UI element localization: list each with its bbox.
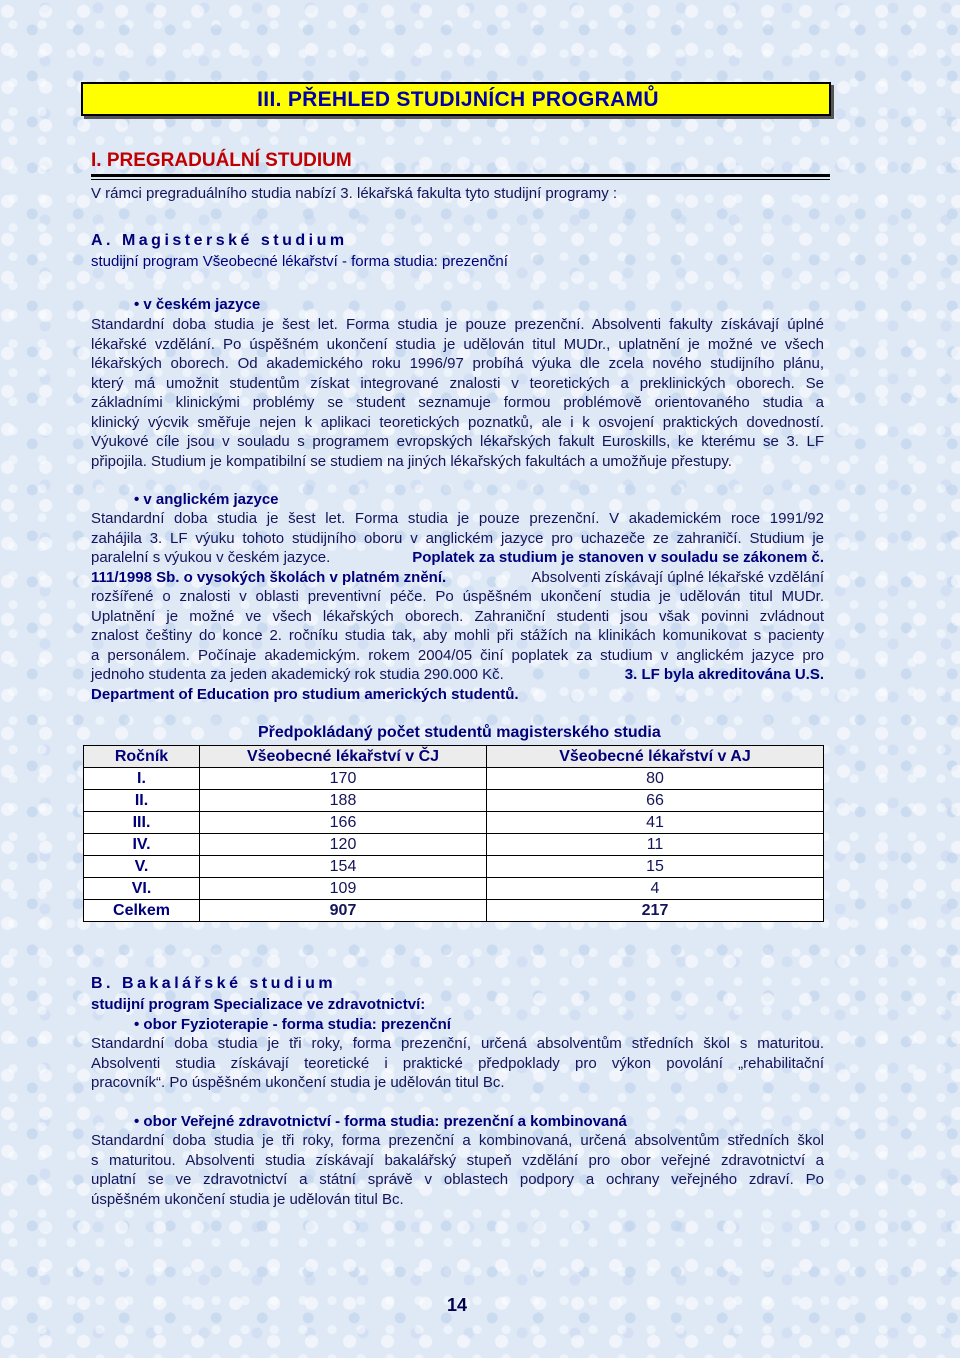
english-line-part: jednoho studenta za jeden akademický rok studia 290.000 Kč. bbox=[91, 666, 504, 683]
table-header-cell: Všeobecné lékařství v ČJ bbox=[200, 746, 487, 768]
table-total-cell: 907 bbox=[200, 900, 487, 922]
table-total-cell: 217 bbox=[487, 900, 824, 922]
physio-heading: • obor Fyzioterapie - forma studia: prezenční bbox=[134, 1016, 451, 1033]
table-cell-year: III. bbox=[84, 812, 200, 834]
english-line: a personálem. Počínaje akademickým. rokem 2004/05 činí poplatek za studium v anglickém jazyce pro bbox=[91, 646, 824, 664]
english-heading: • v anglickém jazyce bbox=[134, 491, 279, 508]
english-line bbox=[91, 568, 824, 588]
czech-heading: • v českém jazyce bbox=[134, 296, 261, 313]
table-cell: 154 bbox=[200, 856, 487, 878]
page-title: III. PŘEHLED STUDIJNÍCH PROGRAMŮ bbox=[257, 88, 659, 111]
english-paragraph bbox=[91, 509, 824, 704]
table-cell: 120 bbox=[200, 834, 487, 856]
english-line-part: paralelní s výukou v českém jazyce. bbox=[91, 549, 331, 566]
title-banner bbox=[81, 82, 831, 116]
physio-line: pracovník“. Po úspěšném ukončení studia je udělován titul Bc. bbox=[91, 1074, 505, 1091]
english-line: zahájila 3. LF výuku tohoto studijního oboru v anglickém jazyce pro uchazeče ze zahraničí. Studium je bbox=[91, 529, 824, 547]
public-health-line: uplatní se ve zdravotnictví a státní správě v oblastech podpory a ochrany veřejného zdraví. Po bbox=[91, 1171, 824, 1188]
page-number: 14 bbox=[446, 1295, 468, 1315]
intro-text: V rámci pregraduálního studia nabízí 3. lékařská fakulta tyto studijní programy : bbox=[91, 185, 618, 202]
czech-line: lékařské vzdělání. Po úspěšném ukončení studia je udělován titul MUDr., uplatnění je možné ve všech bbox=[91, 335, 824, 353]
table-cell-year: V. bbox=[84, 856, 200, 878]
english-line bbox=[91, 548, 824, 568]
table-row bbox=[84, 768, 824, 790]
section-heading: I. PREGRADUÁLNÍ STUDIUM bbox=[91, 150, 352, 171]
public-health-heading: • obor Veřejné zdravotnictví - forma studia: prezenční a kombinovaná bbox=[134, 1113, 627, 1130]
english-line bbox=[91, 665, 824, 685]
fee-statement: Poplatek za studium je stanoven v souladu se zákonem č. bbox=[412, 549, 824, 566]
table-cell: 80 bbox=[487, 768, 824, 790]
english-line: rozšířené o znalosti v oblasti preventivní péče. Po úspěšném ukončení studia je udělován titul MUDr. bbox=[91, 588, 824, 605]
table-cell: 41 bbox=[487, 812, 824, 834]
table-row bbox=[84, 812, 824, 834]
table-header-row bbox=[84, 746, 824, 768]
heading-rule-thin bbox=[91, 179, 830, 180]
czech-line: základními klinickými problémy se student seznamuje formou problémově orientovaného studia a bbox=[91, 394, 824, 411]
physio-paragraph bbox=[91, 1034, 824, 1093]
table-cell: 170 bbox=[200, 768, 487, 790]
section-b-heading: B. Bakalářské studium bbox=[91, 975, 337, 992]
czech-line: lékařských oborech. Od akademického roku 1996/97 probíhá výuka dle zcela nového studijního plánu, bbox=[91, 355, 824, 372]
fee-statement-cont: 111/1998 Sb. o vysokých školách v platném znění. bbox=[91, 568, 447, 586]
czech-line: Výukové cíle jsou v souladu s programem evropských lékařských fakult Euroskills, ke kterému se 3. LF bbox=[91, 433, 824, 450]
english-line-part: Absolventi získávají úplné lékařské vzdělání bbox=[531, 568, 824, 586]
section-b-program: studijní program Specializace ve zdravotnictví: bbox=[91, 996, 426, 1013]
students-table bbox=[83, 745, 824, 922]
table-cell: 66 bbox=[487, 790, 824, 812]
table-cell-year: I. bbox=[84, 768, 200, 790]
table-header-cell: Ročník bbox=[84, 746, 200, 768]
physio-line: Absolventi studia získávají teoretické i praktické předpoklady pro výkon povolání „rehabilitační bbox=[91, 1054, 824, 1072]
table-cell-year: IV. bbox=[84, 834, 200, 856]
english-line: Uplatnění je možné ve všech lékařských oborech. Zahraniční studenti jsou však povinni zvládnout bbox=[91, 607, 824, 625]
public-health-line: úspěšném ukončení studia je udělován titul Bc. bbox=[91, 1190, 404, 1208]
table-row bbox=[84, 790, 824, 812]
table-row bbox=[84, 856, 824, 878]
czech-line: připojila. Studium je kompatibilní se studiem na jiných lékařských fakultách a umožňuje přestupy. bbox=[91, 452, 732, 470]
section-a-heading: A. Magisterské studium bbox=[91, 232, 348, 249]
czech-paragraph bbox=[91, 315, 824, 471]
english-line: znalost češtiny do konce 2. ročníku studia tak, aby mohli při stážích na klinikách komunikovat s pacienty bbox=[91, 627, 824, 644]
accreditation-statement-cont: Department of Education pro studium amerických studentů. bbox=[91, 685, 519, 703]
table-cell: 15 bbox=[487, 856, 824, 878]
table-header-cell: Všeobecné lékařství v AJ bbox=[487, 746, 824, 768]
public-health-line: s maturitou. Absolventi studia získávají bakalářský stupeň vzdělání pro obor veřejné zdravotnictví a bbox=[91, 1151, 824, 1169]
table-cell: 4 bbox=[487, 878, 824, 900]
physio-line: Standardní doba studia je tři roky, forma prezenční, určená absolventům středních škol s maturitou. bbox=[91, 1035, 824, 1052]
heading-rule bbox=[91, 174, 830, 177]
czech-line: klinický výcvik směřuje nejen k aplikaci teoretických poznatků, ale i k osvojení praktických dovedností. bbox=[91, 413, 824, 431]
accreditation-statement: 3. LF byla akreditována U.S. bbox=[624, 666, 824, 683]
table-row bbox=[84, 834, 824, 856]
table-total-label: Celkem bbox=[84, 900, 200, 922]
table-cell-year: VI. bbox=[84, 878, 200, 900]
table-cell: 166 bbox=[200, 812, 487, 834]
table-cell-year: II. bbox=[84, 790, 200, 812]
czech-line: který má umožnit studentům získat integrované znalosti v teoretických a preklinických oborech. Se bbox=[91, 374, 824, 392]
public-health-paragraph bbox=[91, 1131, 824, 1209]
table-cell: 188 bbox=[200, 790, 487, 812]
public-health-line: Standardní doba studia je tři roky, forma prezenční a kombinovaná, určená absolventům středních škol bbox=[91, 1132, 824, 1149]
english-line: Standardní doba studia je šest let. Forma studia je pouze prezenční. V akademickém roce 1991/92 bbox=[91, 510, 824, 527]
table-total-row bbox=[84, 900, 824, 922]
table-cell: 109 bbox=[200, 878, 487, 900]
section-a-program: studijní program Všeobecné lékařství - forma studia: prezenční bbox=[91, 253, 508, 270]
czech-line: Standardní doba studia je šest let. Forma studia je pouze prezenční. Absolventi fakulty získávají úplné bbox=[91, 316, 824, 333]
table-cell: 11 bbox=[487, 834, 824, 856]
table-caption: Předpokládaný počet studentů magisterského studia bbox=[258, 724, 661, 741]
table-row bbox=[84, 878, 824, 900]
